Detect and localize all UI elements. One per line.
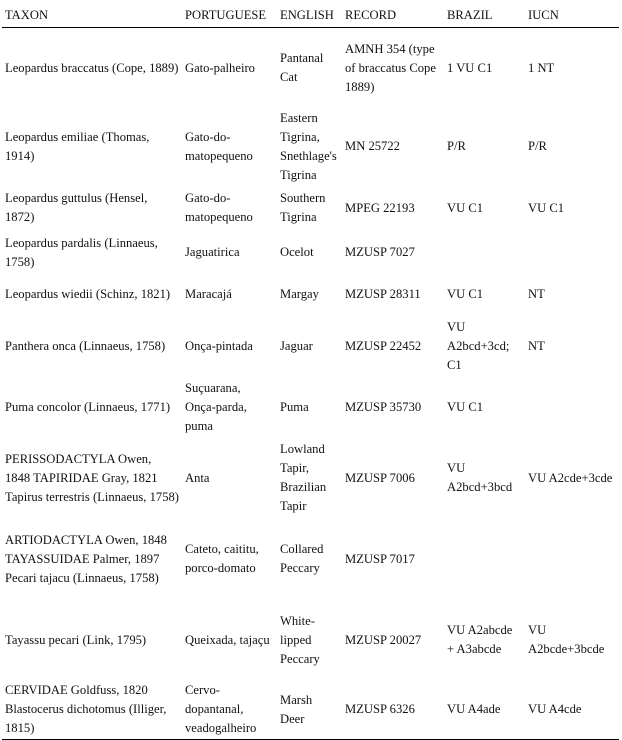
table-row bbox=[2, 232, 619, 274]
cell-taxon: Leopardus wiedii (Schinz, 1821) bbox=[5, 287, 171, 301]
cell-brazil: VU A4ade bbox=[444, 681, 525, 740]
cell-iucn bbox=[525, 519, 619, 600]
cell-record: AMNH 354 (type of braccatus Cope 1889) bbox=[345, 41, 436, 94]
cell-iucn: VU A2bcde+3bcde bbox=[528, 623, 605, 656]
cell-iucn bbox=[525, 232, 619, 274]
cell-iucn bbox=[525, 377, 619, 438]
cell-portuguese: Cateto, caititu, porco-domato bbox=[185, 542, 259, 575]
cell-english: Eastern Tigrina, Snethlage's Tigrina bbox=[280, 110, 337, 182]
cell-english: Puma bbox=[280, 399, 309, 414]
cell-brazil bbox=[444, 519, 525, 600]
cell-taxon: Leopardus braccatus (Cope, 1889) bbox=[5, 60, 179, 75]
cell-brazil: P/R bbox=[447, 139, 466, 153]
cell-taxon: Puma concolor (Linnaeus, 1771) bbox=[5, 399, 171, 414]
cell-portuguese: Onça-pintada bbox=[185, 338, 253, 353]
cell-english: Pantanal Cat bbox=[280, 51, 324, 85]
table-header bbox=[2, 2, 619, 28]
cell-portuguese: Gato-do-matopequeno bbox=[185, 191, 253, 224]
cell-record: MZUSP 6326 bbox=[342, 681, 444, 740]
cell-portuguese: Maracajá bbox=[185, 287, 232, 301]
cell-iucn: VU C1 bbox=[528, 200, 565, 215]
table-row bbox=[2, 185, 619, 232]
cell-record: MZUSP 20027 bbox=[345, 632, 422, 647]
table-row bbox=[2, 600, 619, 681]
cell-portuguese: Suçuarana, Onça-parda, puma bbox=[185, 380, 247, 433]
cell-iucn: VU A2cde+3cde bbox=[528, 470, 613, 485]
cell-brazil: VU C1 bbox=[447, 287, 484, 301]
cell-record: MZUSP 22452 bbox=[345, 338, 422, 353]
header-portuguese: PORTUGUESE bbox=[182, 2, 277, 28]
cell-taxon: CERVIDAE Goldfuss, 1820 Blastocerus dichotomus (Illiger, 1815) bbox=[2, 681, 182, 740]
cell-iucn: NT bbox=[528, 338, 545, 353]
cell-taxon: Leopardus emiliae (Thomas, 1914) bbox=[5, 129, 150, 163]
cell-iucn: P/R bbox=[528, 139, 547, 153]
cell-english: White-lipped Peccary bbox=[280, 613, 320, 666]
cell-portuguese: Anta bbox=[185, 470, 210, 485]
header-english: ENGLISH bbox=[277, 2, 342, 28]
species-table bbox=[2, 2, 619, 740]
cell-portuguese: Gato-palheiro bbox=[185, 60, 255, 75]
cell-portuguese: Jaguatirica bbox=[185, 245, 240, 259]
cell-iucn: 1 NT bbox=[528, 60, 555, 75]
table-row bbox=[2, 377, 619, 438]
header-brazil: BRAZIL bbox=[444, 2, 525, 28]
cell-record: MZUSP 7027 bbox=[345, 245, 415, 259]
cell-record: MN 25722 bbox=[345, 139, 400, 153]
cell-brazil: VU C1 bbox=[447, 200, 484, 215]
cell-taxon: ARTIODACTYLA Owen, 1848 TAYASSUIDAE Palmer, 1897 Pecari tajacu (Linnaeus, 1758) bbox=[5, 532, 167, 585]
cell-record: MZUSP 35730 bbox=[345, 399, 422, 414]
table-row bbox=[2, 274, 619, 316]
table-row bbox=[2, 681, 619, 740]
table-row bbox=[2, 316, 619, 377]
cell-english: Ocelot bbox=[280, 245, 314, 259]
cell-portuguese: Queixada, tajaçu bbox=[185, 632, 270, 647]
cell-brazil bbox=[444, 232, 525, 274]
cell-portuguese: Gato-do-matopequeno bbox=[185, 129, 253, 163]
cell-taxon: PERISSODACTYLA Owen, 1848 TAPIRIDAE Gray, 1821 Tapirus terrestris (Linnaeus, 1758) bbox=[5, 451, 179, 504]
header-iucn: IUCN bbox=[525, 2, 619, 28]
cell-taxon: Panthera onca (Linnaeus, 1758) bbox=[5, 338, 166, 353]
cell-brazil: VU A2bcd+3bcd bbox=[447, 461, 513, 494]
cell-english: Margay bbox=[280, 287, 319, 301]
cell-taxon: Leopardus pardalis (Linnaeus, 1758) bbox=[5, 235, 158, 269]
cell-record: MPEG 22193 bbox=[345, 200, 415, 215]
cell-english: Collared Peccary bbox=[280, 542, 324, 575]
table-row bbox=[2, 109, 619, 185]
cell-english: Jaguar bbox=[280, 338, 313, 353]
cell-brazil: VU A2abcde + A3abcde bbox=[447, 623, 513, 656]
cell-iucn: VU A4cde bbox=[525, 681, 619, 740]
cell-portuguese: Cervo-dopantanal, veadogalheiro bbox=[182, 681, 277, 740]
header-record: RECORD bbox=[342, 2, 444, 28]
cell-iucn: NT bbox=[528, 287, 545, 301]
table-body bbox=[2, 28, 619, 740]
cell-record: MZUSP 7006 bbox=[345, 470, 415, 485]
table-row bbox=[2, 519, 619, 600]
cell-taxon: Tayassu pecari (Link, 1795) bbox=[5, 632, 147, 647]
header-row bbox=[2, 2, 619, 28]
header-taxon: TAXON bbox=[2, 2, 182, 28]
cell-record: MZUSP 28311 bbox=[345, 287, 421, 301]
cell-brazil: VU C1 bbox=[447, 399, 484, 414]
table-row bbox=[2, 28, 619, 109]
cell-record: MZUSP 7017 bbox=[345, 551, 415, 566]
cell-english: Southern Tigrina bbox=[280, 191, 326, 224]
cell-taxon: Leopardus guttulus (Hensel, 1872) bbox=[5, 191, 148, 224]
cell-brazil: 1 VU C1 bbox=[447, 60, 493, 75]
cell-english: Lowland Tapir, Brazilian Tapir bbox=[280, 442, 327, 513]
cell-brazil: VU A2bcd+3cd; C1 bbox=[447, 319, 510, 372]
table-row bbox=[2, 438, 619, 519]
cell-english: Marsh Deer bbox=[277, 681, 342, 740]
